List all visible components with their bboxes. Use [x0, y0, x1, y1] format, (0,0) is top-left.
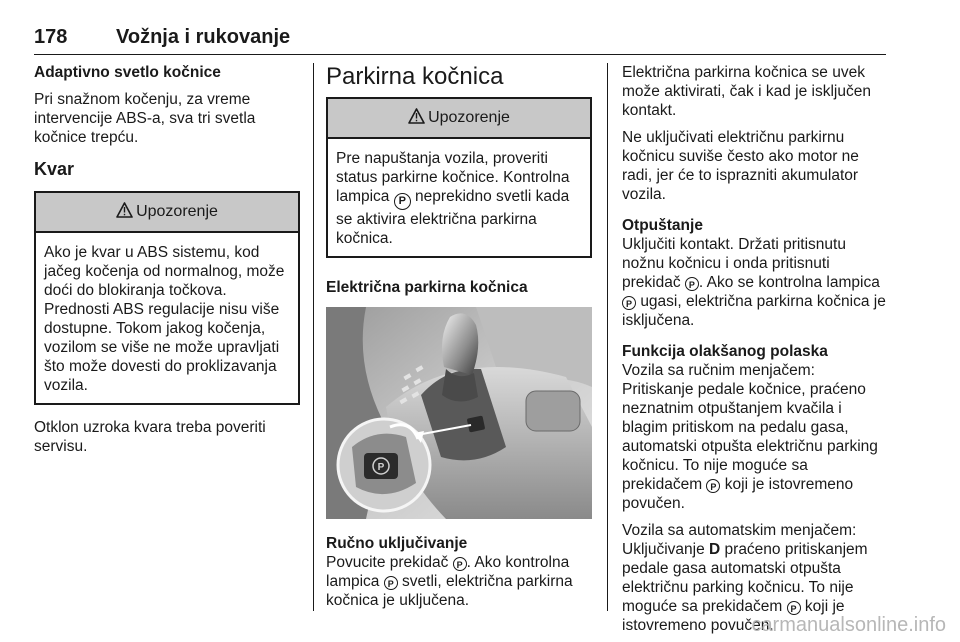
- text-part: Vozila sa automatskim menjačem: Uključivanje: [622, 522, 857, 558]
- warning-text-part: Pre napuštanja vozila, proveriti status parkirne kočnice. Kontrolna lampica: [336, 150, 570, 205]
- parking-brake-switch-icon: P: [453, 557, 467, 571]
- section-heading-manual-activation: Ručno uključivanje: [326, 535, 468, 552]
- warning-title: Upozorenje: [136, 203, 218, 220]
- warning-text: Ako je kvar u ABS sistemu, kod jačeg kočenja od normalnog, može doći do blokiranja točkova. Prednosti ABS regulacije nisu više dostupne. Tokom jakog kočenja, vozilom se više ne može upravljati što može dovesti do proklizavanja vozila.: [44, 244, 285, 394]
- warning-box-parking: [326, 97, 592, 258]
- column-3: [622, 63, 890, 635]
- section-heading-release: Otpuštanje: [622, 217, 703, 234]
- text-part: Vozila sa ručnim menjačem: Pritiskanje pedale kočnice, praćeno neznatnim otpuštanjem kvačila i blagim pritiskom na pedalu gasa, automatski otpušta električnu parking kočnicu. To nije moguće sa prekidačem: [622, 362, 878, 493]
- warning-text: [328, 139, 590, 256]
- paragraph-service: Otklon uzroka kvara treba poveriti servisu.: [34, 419, 266, 455]
- gear-d-label: D: [709, 541, 721, 558]
- section-heading-fault: Kvar: [34, 159, 75, 179]
- chapter-title: Vožnja i rukovanje: [116, 26, 291, 48]
- paragraph-release: [622, 235, 890, 330]
- column-divider: [313, 63, 314, 611]
- svg-text:P: P: [377, 462, 385, 473]
- column-divider: [607, 63, 608, 611]
- column-1: [34, 63, 300, 456]
- section-heading-adaptive-brake-light: Adaptivno svetlo kočnice: [34, 64, 221, 81]
- warning-text-part: neprekidno svetli kada se aktivira električna parkirna kočnica.: [336, 188, 570, 247]
- warning-header: [328, 99, 590, 139]
- text-part: . Ako se kontrolna lampica: [698, 274, 880, 291]
- warning-triangle-icon: [408, 108, 425, 124]
- parking-brake-switch-icon: P: [787, 601, 801, 615]
- text-part: koji je istovremeno povučen.: [622, 476, 854, 512]
- text-part: koji je istovremeno povučen.: [622, 598, 845, 634]
- text-part: svetli, električna parkirna kočnica je uključena.: [326, 573, 573, 609]
- page-header: [34, 28, 886, 55]
- warning-box-abs: [34, 191, 300, 405]
- page-number: 178: [34, 26, 68, 48]
- paragraph-manual-activation: [326, 553, 592, 610]
- column-2: [326, 63, 592, 610]
- text-part: Povucite prekidač: [326, 554, 449, 571]
- section-heading-hill-start: Funkcija olakšanog polaska: [622, 343, 828, 360]
- warning-triangle-icon: [116, 202, 133, 218]
- warning-title: Upozorenje: [428, 109, 510, 126]
- watermark: carmanualsonline.info: [751, 614, 946, 636]
- parking-brake-switch-photo: [326, 307, 592, 519]
- warning-header: [36, 193, 298, 233]
- text-part: praćeno pritiskanjem pedale gasa automatski otpušta električnu parking kočnicu. To nije moguće sa prekidačem: [622, 541, 868, 615]
- text-part: . Ako kontrolna lampica: [326, 554, 570, 590]
- paragraph-adaptive: Pri snažnom kočenju, za vreme intervencije ABS-a, sva tri svetla kočnice trepću.: [34, 91, 256, 146]
- text-part: ugasi, električna parkirna kočnica je isključena.: [622, 293, 886, 329]
- section-heading-parking-brake: Parkirna kočnica: [326, 63, 504, 90]
- parking-brake-lamp-icon: P: [622, 296, 636, 310]
- parking-brake-lamp-icon: P: [384, 576, 398, 590]
- parking-brake-switch-icon: P: [706, 479, 720, 493]
- section-heading-electric-parking-brake: Električna parkirna kočnica: [326, 279, 528, 296]
- paragraph-always-activatable: Električna parkirna kočnica se uvek može aktivirati, čak i kad je isključen kontakt.: [622, 64, 871, 119]
- paragraph-manual-transmission: [622, 361, 890, 513]
- paragraph-battery-warning: Ne uključivati električnu parkirnu kočnicu suviše često ako motor ne radi, jer će to isprazniti akumulator vozila.: [622, 129, 859, 203]
- text-part: Uključiti kontakt. Držati pritisnutu nožnu kočnicu i onda pritisnuti prekidač: [622, 236, 846, 291]
- parking-brake-lamp-icon: P: [394, 193, 411, 210]
- parking-brake-switch-icon: P: [685, 277, 699, 291]
